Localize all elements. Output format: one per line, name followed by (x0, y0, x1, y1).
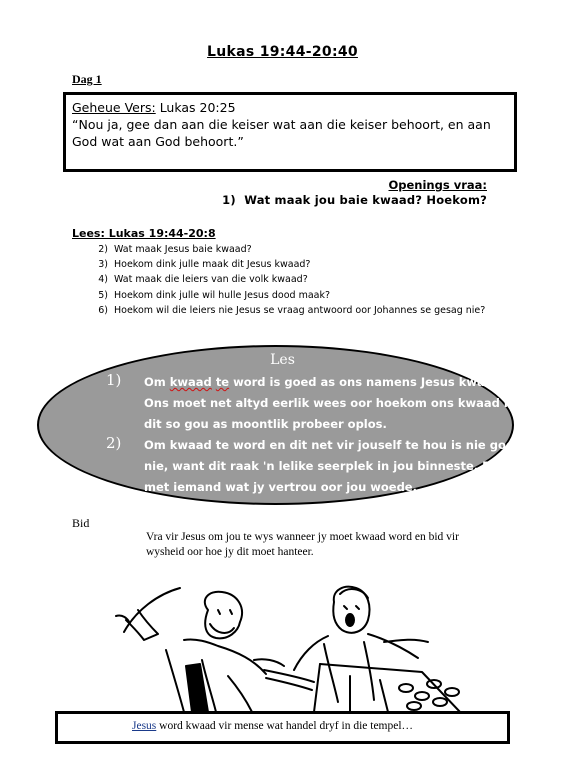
prayer-label: Bid (72, 516, 90, 530)
page-title: Lukas 19:44-20:40 (207, 44, 358, 60)
reading-label: Lees: Lukas 19:44-20:8 (72, 227, 216, 240)
lesson-item-number: 1) (106, 371, 122, 389)
list-item: 4) Wat maak die leiers van die volk kwaad? (98, 274, 308, 286)
spellcheck-word: kwaad (169, 375, 212, 389)
caption (132, 720, 413, 732)
lesson-item-1: Om kwaad te word is goed as ons namens Jesus kwaad word. Ons moet net altyd eerlik wees oor hoekom ons kwaad is en dit so gou as moontlik probeer oplos. (144, 375, 542, 431)
memory-verse-text: “Nou ja, gee dan aan die keiser wat aan die keiser behoort, en aan God wat aan God behoort.” (72, 117, 491, 149)
list-item: 5) Hoekom dink julle wil hulle Jesus dood maak? (98, 289, 331, 301)
lesson-item-2: Om kwaad te word en dit net vir jouself te hou is nie goed nie, want dit raak 'n lelike seerplek in jou binneste. Praat met iemand wat jy vertrou oor jou woede. (144, 438, 522, 494)
lesson-title: Les (270, 352, 295, 368)
opening-question-number: 1) (222, 193, 236, 207)
day-label: Dag 1 (72, 72, 102, 86)
jesus-temple-illustration (88, 580, 488, 712)
caption-box (55, 711, 510, 744)
caption-link-word[interactable]: Jesus (132, 720, 157, 732)
lesson-item-number: 2) (106, 434, 122, 452)
spellcheck-word: te (215, 375, 230, 389)
memory-verse-label: Geheue Vers: (72, 100, 156, 115)
list-item: 6) Hoekom wil die leiers nie Jesus se vraag antwoord oor Johannes se gesag nie? (98, 304, 486, 316)
opening-question (222, 193, 487, 207)
opening-question-text: Wat maak jou baie kwaad? Hoekom? (244, 193, 487, 207)
prayer-text: Vra vir Jesus om jou te wys wanneer jy moet kwaad word en bid vir wysheid oor hoe jy dit moet hanteer. (146, 531, 459, 558)
memory-verse-box (63, 92, 517, 172)
memory-verse-reference: Lukas 20:25 (155, 100, 236, 115)
list-item: 2) Wat maak Jesus baie kwaad? (98, 244, 252, 255)
reading-questions (88, 242, 485, 318)
list-item: 3) Hoekom dink julle maak dit Jesus kwaad? (98, 259, 311, 271)
opening-question-heading: Openings vraa: (388, 178, 487, 192)
caption-text: word kwaad vir mense wat handel dryf in die tempel… (156, 720, 414, 732)
